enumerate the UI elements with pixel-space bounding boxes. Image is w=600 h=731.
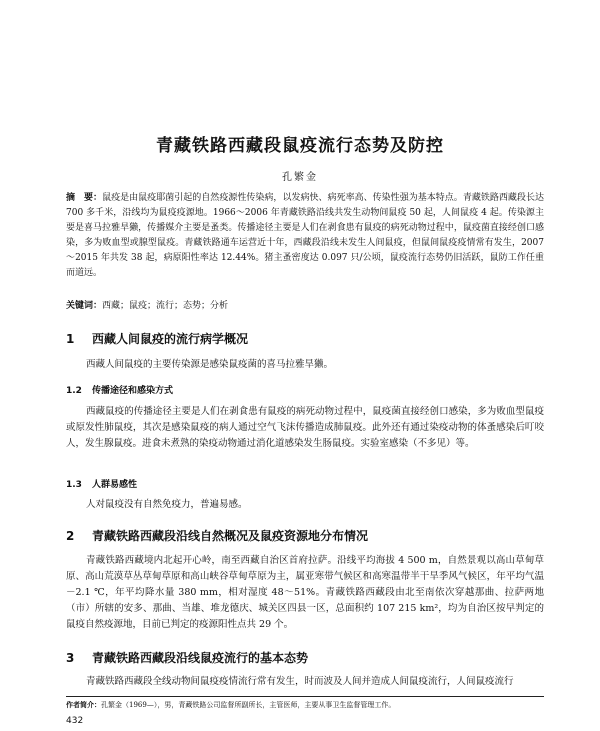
section-heading	[66, 649, 308, 666]
page-number: 432	[66, 716, 84, 726]
keywords	[66, 298, 544, 311]
subsection-heading	[66, 477, 137, 490]
abstract	[66, 191, 544, 281]
keywords-label: 关键词：	[66, 301, 103, 311]
subsection-number: 1.2	[66, 386, 82, 396]
subsection-title: 人群易感性	[92, 480, 138, 490]
abstract-text: 鼠疫是由鼠疫耶菌引起的自然疫源性传染病，以发病快、病死率高、传染性强为基本特点。青藏铁路西藏段长达 700 多千米，沿线均为鼠疫疫源地。1966～2006 年青藏铁路沿线共发生动物间鼠疫 50 起，人间鼠疫 4 起。传染源主要是喜马拉雅旱獭，传播媒介主要是蚤类。传播途径主要是人们在剥食患有鼠疫的病死动物过程中，鼠疫菌直接经创口感染，多为败血型或腺型鼠疫。青藏铁路通车运营近十年，西藏段沿线未发生人间鼠疫，但鼠间鼠疫疫情常有发生，2007～2015 年共发 38 起，病原阳性率达 12.44%。猪主蚤密度达 0.097 只/公顷，鼠疫流行态势仍旧活跃，鼠防工作任重而道远。	[66, 193, 544, 278]
paragraph: 人对鼠疫没有自然免疫力，普遍易感。	[86, 499, 248, 510]
paragraph: 青藏铁路西藏段全线动物间鼠疫疫情流行常有发生，时而波及人间并造成人间鼠疫流行，人间鼠疫流行	[86, 676, 514, 687]
paragraph: 青藏铁路西藏境内北起开心岭，南至西藏自治区首府拉萨。沿线平均海拔 4 500 m，自然景观以高山草甸草原、高山荒漠草丛草甸草原和高山峡谷草甸草原为主，属亚寒带气候区和高寒温带半干旱季风气候区，年平均气温－2.1 ℃，年平均降水量 380 mm，相对湿度 48～51%。青藏铁路西藏段由北至南依次穿越那曲、拉萨两地（市）所辖的安多、那曲、当雄、堆龙德庆、城关区四县一区，总面积约 107 215 km²，均为自治区按早判定的鼠疫自然疫源地，目前已判定的疫源阳性点共 29 个。	[66, 555, 544, 630]
section-heading	[66, 330, 248, 347]
paragraph: 西藏鼠疫的传播途径主要是人们在剥食患有鼠疫的病死动物过程中，鼠疫菌直接经创口感染，多为败血型鼠疫或原发性肺鼠疫，其次是感染鼠疫的病人通过空气飞沫传播造成肺鼠疫。此外还有通过染疫动物的体蚤感染后叮咬人，发生腺鼠疫。进食未煮熟的染疫动物通过消化道感染发生肠鼠疫。实验室感染（不多见）等。	[66, 406, 544, 449]
keywords-text: 西藏；鼠疫；流行；态势；分析	[102, 301, 229, 311]
author-name: 孔繁金	[282, 172, 318, 183]
article-title: 青藏铁路西藏段鼠疫流行态势及防控	[156, 136, 444, 156]
abstract-label: 摘 要：	[66, 193, 103, 203]
section-number: 3	[66, 651, 75, 665]
subsection-heading	[66, 383, 173, 396]
footnote-text: 孔繁金（1969—），男，青藏铁路公司监督所副所长，主管医师，主要从事卫生监督管理工作。	[101, 701, 396, 709]
section-number: 1	[66, 332, 75, 346]
footnote-label: 作者简介：	[66, 701, 101, 709]
paragraph: 西藏人间鼠疫的主要传染源是感染鼠疫菌的喜马拉雅旱獭。	[86, 359, 334, 370]
section-number: 2	[66, 529, 75, 543]
section-title: 青藏铁路西藏段沿线自然概况及鼠疫资源地分布情况	[92, 529, 369, 543]
subsection-number: 1.3	[66, 480, 82, 490]
footnote	[66, 700, 544, 710]
section-title: 西藏人间鼠疫的流行病学概况	[92, 332, 249, 346]
section-heading	[66, 527, 368, 544]
footnote-divider	[66, 696, 544, 697]
subsection-title: 传播途径和感染方式	[92, 386, 174, 396]
section-title: 青藏铁路西藏段沿线鼠疫流行的基本态势	[92, 651, 309, 665]
